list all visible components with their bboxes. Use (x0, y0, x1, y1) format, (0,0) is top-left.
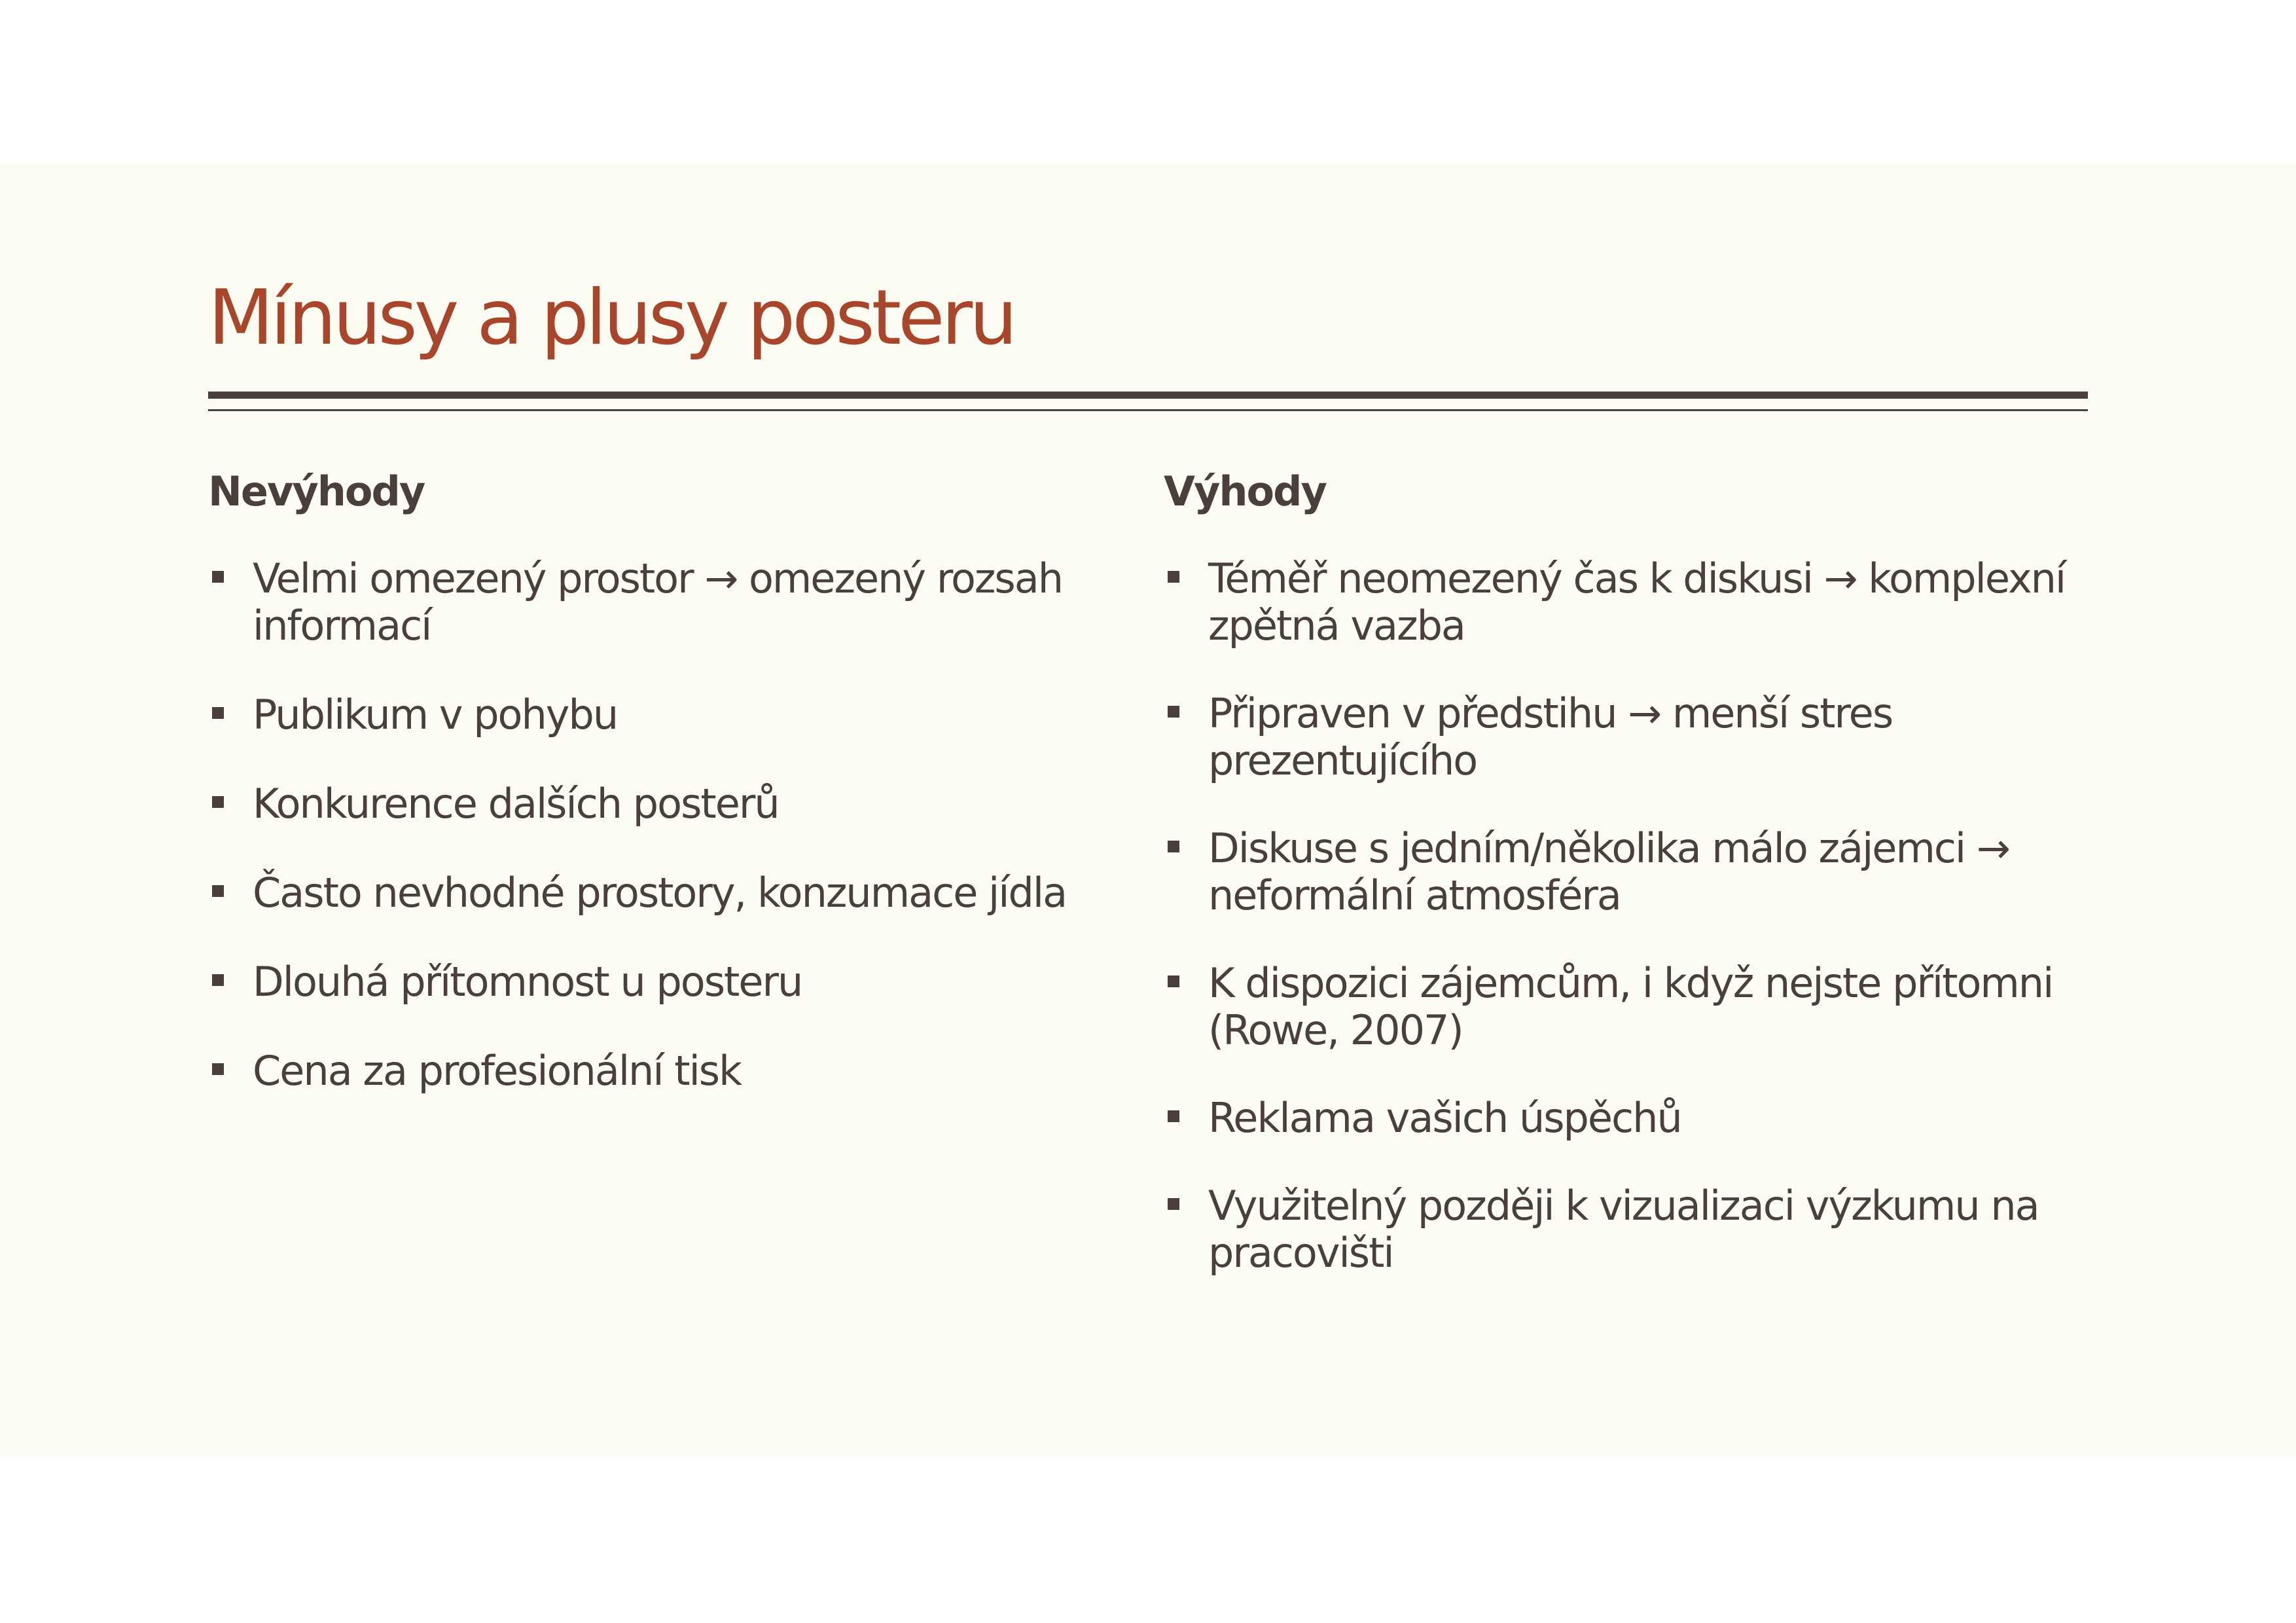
advantages-heading: Výhody (1164, 467, 1326, 515)
square-bullet-icon (1168, 706, 1179, 718)
list-item (208, 869, 1111, 917)
list-item-text: Publikum v pohybu (253, 691, 618, 739)
list-item (208, 555, 1111, 649)
square-bullet-icon (212, 1063, 224, 1075)
title-divider-thick (208, 392, 2088, 399)
list-item-text: Konkurence dalších posterů (253, 780, 779, 828)
disadvantages-list (208, 555, 1111, 1095)
list-item-text: Cena za profesionální tisk (253, 1047, 742, 1095)
square-bullet-icon (1168, 1198, 1179, 1210)
title-divider-thin (208, 409, 2088, 411)
advantages-list (1164, 555, 2093, 1277)
list-item (208, 780, 1111, 828)
list-item (1164, 690, 2093, 784)
list-item-text: Reklama vašich úspěchů (1208, 1094, 1681, 1142)
slide (0, 164, 2296, 1457)
list-item (1164, 1182, 2093, 1277)
list-item (1164, 825, 2093, 919)
list-item-text: Velmi omezený prostor → omezený rozsah informací (253, 555, 1063, 650)
square-bullet-icon (1168, 1110, 1179, 1122)
list-item (1164, 555, 2093, 649)
square-bullet-icon (212, 571, 224, 583)
list-item-text: Diskuse s jedním/několika málo zájemci → neformální atmosféra (1208, 824, 2009, 920)
advantages-column (1164, 468, 2093, 1317)
list-item-text: K dispozici zájemcům, i když nejste přítomni (Rowe, 2007) (1208, 959, 2053, 1055)
list-item-text: Dlouhá přítomnost u posteru (253, 958, 802, 1006)
list-item (208, 958, 1111, 1006)
list-item (1164, 1095, 2093, 1142)
list-item (1164, 960, 2093, 1054)
list-item-text: Často nevhodné prostory, konzumace jídla (253, 869, 1067, 917)
list-item (208, 691, 1111, 739)
square-bullet-icon (212, 796, 224, 808)
square-bullet-icon (1168, 976, 1179, 987)
list-item-text: Využitelný později k vizualizaci výzkumu na pracovišti (1208, 1182, 2039, 1277)
square-bullet-icon (212, 885, 224, 897)
square-bullet-icon (212, 707, 224, 719)
square-bullet-icon (1168, 841, 1179, 852)
slide-title: Mínusy a plusy posteru (208, 274, 1014, 362)
square-bullet-icon (1168, 571, 1179, 583)
disadvantages-column (208, 468, 1111, 1137)
list-item-text: Připraven v předstihu → menší stres prezentujícího (1208, 689, 1893, 785)
disadvantages-heading: Nevýhody (208, 467, 425, 515)
list-item (208, 1048, 1111, 1095)
list-item-text: Téměř neomezený čas k diskusi → komplexní zpětná vazba (1208, 555, 2066, 650)
square-bullet-icon (212, 974, 224, 986)
